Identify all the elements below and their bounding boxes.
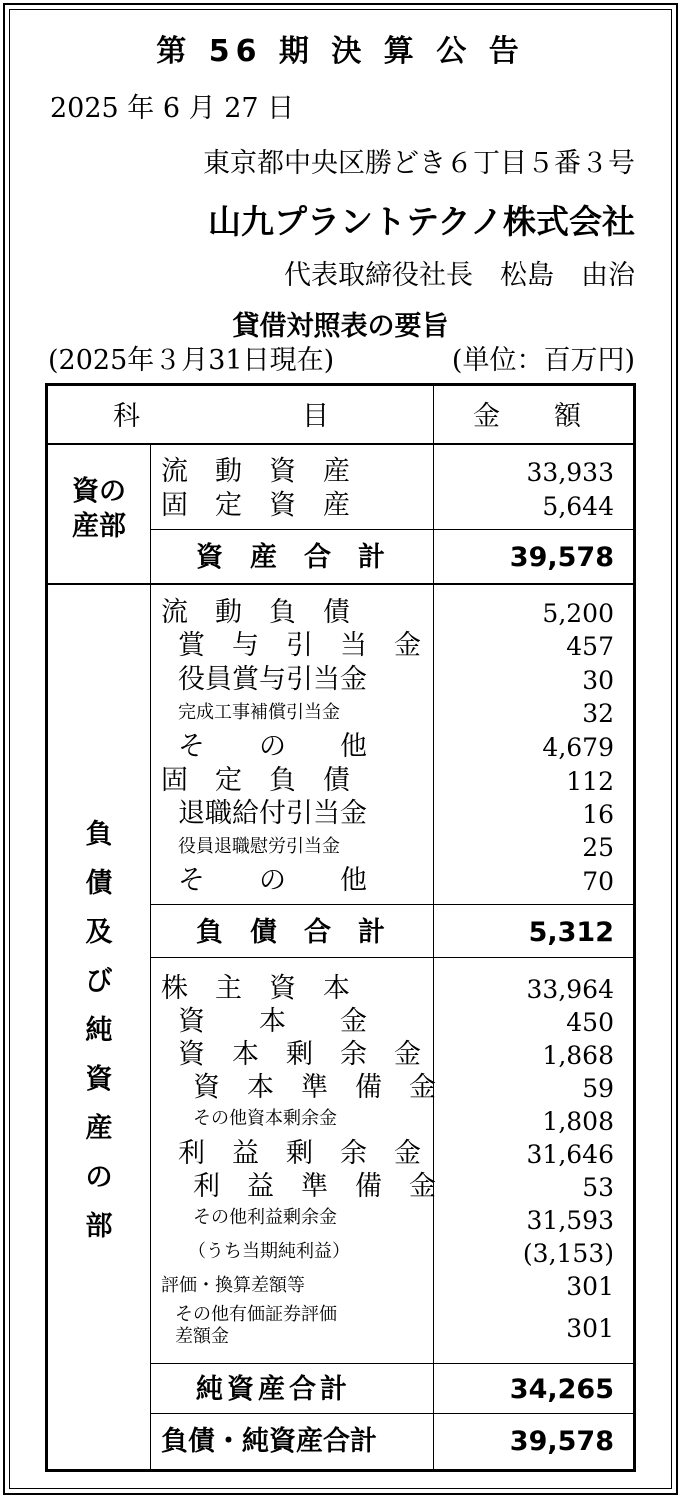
assets-total-divider: [150, 529, 633, 530]
row-value-shareholders-equity: 33,964: [526, 975, 614, 1004]
row-value-bonus-reserve: 457: [566, 632, 614, 661]
column-divider-amount: [433, 386, 434, 1469]
row-label-total-assets: 資 産 合 計: [196, 542, 385, 573]
assets-section-divider: [48, 583, 633, 585]
column-divider-section: [150, 443, 151, 1469]
row-label-current-liabilities: 流 動 負 債: [161, 597, 350, 628]
row-label-other-capital-surplus: その他資本剰余金: [193, 1108, 337, 1129]
row-value-securities-valuation-difference: 301: [566, 1314, 614, 1343]
row-label-total-net-assets: 純資産合計: [196, 1374, 351, 1405]
row-value-net-income: (3,153): [522, 1239, 614, 1268]
row-value-officer-bonus-reserve: 30: [582, 666, 614, 695]
liabilities-net-assets-section-label: 負 債 及 び 純 資 産 の 部: [85, 819, 113, 1242]
row-value-capital-reserve: 59: [582, 1074, 614, 1103]
row-label-retained-earnings: 利 益 剰 余 金: [178, 1138, 421, 1169]
row-label-total-liabilities-and-net-assets: 負債・純資産合計: [161, 1426, 377, 1457]
row-value-other-retained-earnings: 31,593: [526, 1206, 614, 1235]
grand-total-top: [150, 1413, 633, 1414]
header-amount: 金 額: [473, 401, 581, 432]
row-value-total-assets: 39,578: [509, 542, 614, 573]
row-label-shareholders-equity: 株 主 資 本: [161, 973, 350, 1004]
row-label-capital-reserve: 資 本 準 備 金: [193, 1072, 436, 1103]
row-value-total-liabilities-and-net-assets: 39,578: [509, 1426, 614, 1457]
row-value-other-capital-surplus: 1,808: [542, 1107, 614, 1136]
row-value-total-liabilities: 5,312: [528, 917, 614, 948]
row-value-completed-work-warranty-reserve: 32: [582, 699, 614, 728]
notice-date: 2025 年 6 月 27 日: [50, 93, 295, 124]
company-address: 東京都中央区勝どき６丁目５番３号: [203, 148, 635, 179]
row-label-total-liabilities: 負 債 合 計: [196, 917, 385, 948]
row-value-other-fixed-liabilities: 70: [582, 867, 614, 896]
net-assets-total-top: [150, 1363, 633, 1364]
row-label-legal-reserve: 利 益 準 備 金: [193, 1171, 436, 1202]
representative: 代表取締役社長 松島 由治: [284, 260, 635, 291]
row-value-capital-surplus: 1,868: [542, 1041, 614, 1070]
row-value-valuation-adjustments: 301: [566, 1272, 614, 1301]
row-value-fixed-assets: 5,644: [542, 492, 614, 521]
row-label-current-assets: 流 動 資 産: [161, 456, 350, 487]
balance-sheet-title: 貸借対照表の要旨: [232, 311, 449, 342]
liabilities-total-top: [150, 904, 633, 905]
row-value-officer-retirement-reserve: 25: [582, 833, 614, 862]
row-value-retained-earnings: 31,646: [526, 1140, 614, 1169]
row-label-net-income: （うち当期純利益）: [188, 1241, 350, 1262]
row-label-valuation-adjustments: 評価・換算差額等: [161, 1275, 305, 1296]
balance-sheet-table: [45, 383, 636, 1472]
header-divider: [48, 443, 633, 445]
row-value-retirement-benefit-reserve: 16: [582, 800, 614, 829]
row-value-other-current-liabilities: 4,679: [542, 733, 614, 762]
assets-section-label: 資の 産部: [72, 476, 126, 543]
row-label-retirement-benefit-reserve: 退職給付引当金: [178, 798, 367, 829]
row-value-legal-reserve: 53: [582, 1173, 614, 1202]
header-item: 科 目: [113, 401, 329, 432]
row-label-other-current-liabilities: そ の 他: [178, 731, 367, 762]
row-label-fixed-assets: 固 定 資 産: [161, 490, 350, 521]
unit-label: (単位：百万円): [451, 345, 635, 376]
row-value-total-net-assets: 34,265: [509, 1374, 614, 1405]
row-label-officer-retirement-reserve: 役員退職慰労引当金: [178, 836, 340, 857]
notice-title: 第 56 期 決 算 公 告: [156, 34, 525, 69]
row-value-capital-stock: 450: [566, 1008, 614, 1037]
row-label-completed-work-warranty-reserve: 完成工事補償引当金: [178, 702, 340, 723]
row-label-officer-bonus-reserve: 役員賞与引当金: [178, 664, 367, 695]
as-of-date: (2025年３月31日現在): [48, 345, 335, 376]
row-value-current-assets: 33,933: [526, 458, 614, 487]
row-value-current-liabilities: 5,200: [542, 599, 614, 628]
row-label-capital-surplus: 資 本 剰 余 金: [178, 1039, 421, 1070]
row-label-other-retained-earnings: その他利益剰余金: [193, 1207, 337, 1228]
row-label-securities-valuation-difference: その他有価証券評価 差額金: [175, 1304, 337, 1347]
row-label-bonus-reserve: 賞 与 引 当 金: [178, 630, 421, 661]
liabilities-total-bottom: [150, 957, 633, 958]
row-label-other-fixed-liabilities: そ の 他: [178, 865, 367, 896]
row-value-fixed-liabilities: 112: [566, 767, 614, 796]
company-name: 山九プラントテクノ株式会社: [207, 202, 635, 241]
row-label-capital-stock: 資 本 金: [178, 1006, 367, 1037]
row-label-fixed-liabilities: 固 定 負 債: [161, 765, 350, 796]
